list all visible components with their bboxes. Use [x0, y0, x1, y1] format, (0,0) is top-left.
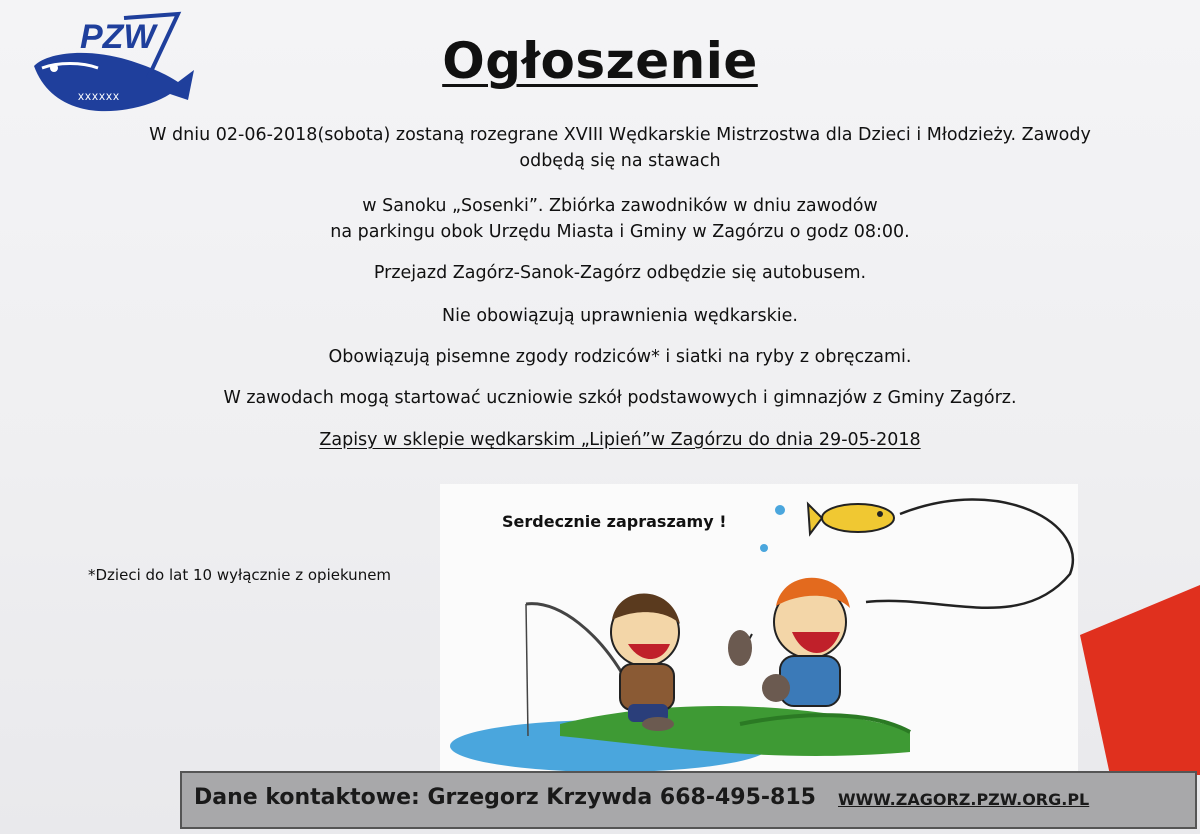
logo-letters: PZW [80, 18, 156, 56]
contact-footer [180, 771, 1197, 829]
body-line-6: Nie obowiązują uprawnienia wędkarskie. [442, 306, 798, 326]
page-title [0, 32, 1200, 90]
body-line-1: W dniu 02-06-2018(sobota) zostaną rozegrane XVIII Wędkarskie Mistrzostwa dla Dzieci i Młodzieży. Zawody [149, 125, 1091, 145]
body-line-7: Obowiązują pisemne zgody rodziców* i siatki na ryby z obręczami. [328, 347, 912, 367]
body-line-3: w Sanoku „Sosenki”. Zbiórka zawodników w dniu zawodów [362, 196, 878, 216]
logo-marks: xxxxxx [78, 89, 120, 103]
footnote: *Dzieci do lat 10 wyłącznie z opiekunem [88, 566, 392, 584]
title-text: Ogłoszenie [442, 32, 758, 90]
body-line-8: W zawodach mogą startować uczniowie szkół podstawowych i gimnazjów z Gminy Zagórz. [223, 388, 1017, 408]
body-line-2: odbędą się na stawach [519, 151, 721, 171]
body-line-5: Przejazd Zagórz-Sanok-Zagórz odbędzie się autobusem. [373, 263, 867, 283]
invitation-caption: Serdecznie zapraszamy ! [502, 512, 727, 531]
contact-info: Dane kontaktowe: Grzegorz Krzywda 668-495-815 [194, 785, 816, 810]
registration-line: Zapisy w sklepie wędkarskim „Lipień”w Zagórzu do dnia 29-05-2018 [319, 430, 921, 450]
body-line-4: na parkingu obok Urzędu Miasta i Gminy w Zagórzu o godz 08:00. [330, 222, 910, 242]
website-link[interactable]: WWW.ZAGORZ.PZW.ORG.PL [838, 790, 1090, 809]
red-corner-shape [1080, 585, 1200, 775]
